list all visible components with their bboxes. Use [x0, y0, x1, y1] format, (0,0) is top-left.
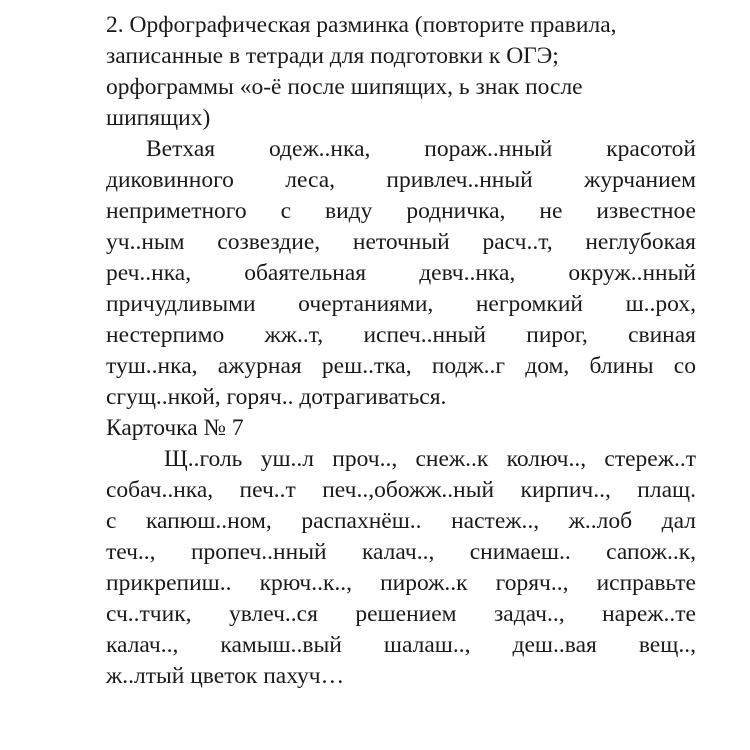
card-title: Карточка № 7 — [106, 415, 244, 441]
exercise-paragraph-1 — [106, 134, 696, 413]
word: диковинного — [106, 167, 234, 193]
word: калач.., — [361, 539, 435, 565]
word: теч.., — [106, 539, 156, 565]
word: красотой — [606, 136, 696, 162]
paragraph-line — [106, 258, 696, 289]
word: пирож..к — [380, 570, 468, 596]
paragraph-line — [106, 320, 696, 351]
word: распахнёш.. — [301, 508, 422, 534]
word: неприметного — [106, 198, 247, 224]
task-header — [106, 10, 696, 134]
word: снимаеш.. — [469, 539, 571, 565]
word: ажурная — [217, 353, 302, 379]
word: неглубокая — [585, 229, 696, 255]
word: со — [673, 353, 696, 379]
word: колюч.., — [506, 446, 587, 472]
word: очертаниями, — [298, 291, 434, 317]
word: шалаш.., — [383, 632, 471, 658]
word: привлеч..нный — [386, 167, 533, 193]
task-header-line: шипящих) — [106, 105, 211, 131]
word: прикрепиш.. — [106, 570, 232, 596]
document-page — [106, 10, 696, 692]
word: блины — [589, 353, 654, 379]
word: сапож..к, — [606, 539, 696, 565]
word: уч..ным — [106, 229, 185, 255]
task-header-line: записанные в тетради для подготовки к ОГЭ; — [106, 43, 559, 69]
paragraph-last-line: ж..лтый цветок пахуч… — [106, 663, 345, 689]
paragraph-line — [106, 134, 696, 165]
word: пораж..нный — [424, 136, 553, 162]
word: деш..вая — [512, 632, 597, 658]
word: печ..,обожж..ный — [322, 477, 495, 503]
word: плащ. — [637, 477, 696, 503]
word: реш..тка, — [321, 353, 412, 379]
task-header-line: орфограммы «о-ё после шипящих, ь знак после — [106, 74, 583, 100]
paragraph-line — [106, 630, 696, 661]
word: проч.., — [332, 446, 398, 472]
word: подж..г — [431, 353, 506, 379]
word: настеж.., — [451, 508, 540, 534]
word: нестерпимо — [106, 322, 225, 348]
paragraph-line — [106, 568, 696, 599]
word: окруж..нный — [568, 260, 696, 286]
paragraph-line — [106, 351, 696, 382]
word: жж..т, — [264, 322, 324, 348]
word: реч..нка, — [106, 260, 192, 286]
word: туш..нка, — [106, 353, 198, 379]
word: с — [106, 508, 117, 534]
word: капюш..ном, — [145, 508, 272, 534]
word: леса, — [285, 167, 336, 193]
paragraph-line — [106, 599, 696, 630]
word: нареж..те — [602, 601, 696, 627]
word: родничка, — [406, 198, 506, 224]
paragraph-line — [106, 165, 696, 196]
word: виду — [324, 198, 373, 224]
word: сч..тчик, — [106, 601, 192, 627]
paragraph-line — [106, 227, 696, 258]
word: увлеч..ся — [228, 601, 318, 627]
word: крюч..к.., — [259, 570, 353, 596]
word: снеж..к — [415, 446, 489, 472]
word: пирог, — [526, 322, 588, 348]
word: ш..рох, — [625, 291, 696, 317]
word: камыш..вый — [220, 632, 342, 658]
word: испеч..нный — [363, 322, 486, 348]
paragraph-line — [106, 537, 696, 568]
word: журчанием — [584, 167, 696, 193]
word: пропеч..нный — [190, 539, 327, 565]
word: созвездие, — [217, 229, 321, 255]
word: причудливыми — [106, 291, 256, 317]
word: дал — [661, 508, 696, 534]
word: неточный — [352, 229, 450, 255]
word: девч..нка, — [419, 260, 516, 286]
word: решением — [355, 601, 457, 627]
paragraph-line — [106, 289, 696, 320]
word: стереж..т — [604, 446, 696, 472]
word: калач.., — [106, 632, 179, 658]
paragraph-line — [106, 444, 696, 475]
word: горяч.., — [495, 570, 569, 596]
word: уш..л — [260, 446, 315, 472]
word: свиная — [628, 322, 696, 348]
paragraph-last-line: сгущ..нкой, горяч.. дотрагиваться. — [106, 384, 447, 410]
paragraph-line — [106, 196, 696, 227]
word: печ..т — [239, 477, 296, 503]
word: задач.., — [494, 601, 565, 627]
word: дом, — [525, 353, 570, 379]
word: негромкий — [475, 291, 583, 317]
word: кирпич.., — [520, 477, 611, 503]
word: Ветхая — [146, 136, 216, 162]
word: собач..нка, — [106, 477, 214, 503]
word: Щ..голь — [164, 446, 243, 472]
task-header-line: 2. Орфографическая разминка (повторите правила, — [106, 12, 617, 38]
word: не — [539, 198, 563, 224]
word: известное — [596, 198, 696, 224]
word: обаятельная — [244, 260, 367, 286]
word: одеж..нка, — [268, 136, 371, 162]
word: ж..лоб — [568, 508, 633, 534]
word: с — [280, 198, 292, 224]
word: расч..т, — [482, 229, 553, 255]
exercise-paragraph-2 — [106, 444, 696, 692]
paragraph-line — [106, 506, 696, 537]
paragraph-line — [106, 475, 696, 506]
word: исправьте — [596, 570, 696, 596]
word: вещ.., — [638, 632, 696, 658]
